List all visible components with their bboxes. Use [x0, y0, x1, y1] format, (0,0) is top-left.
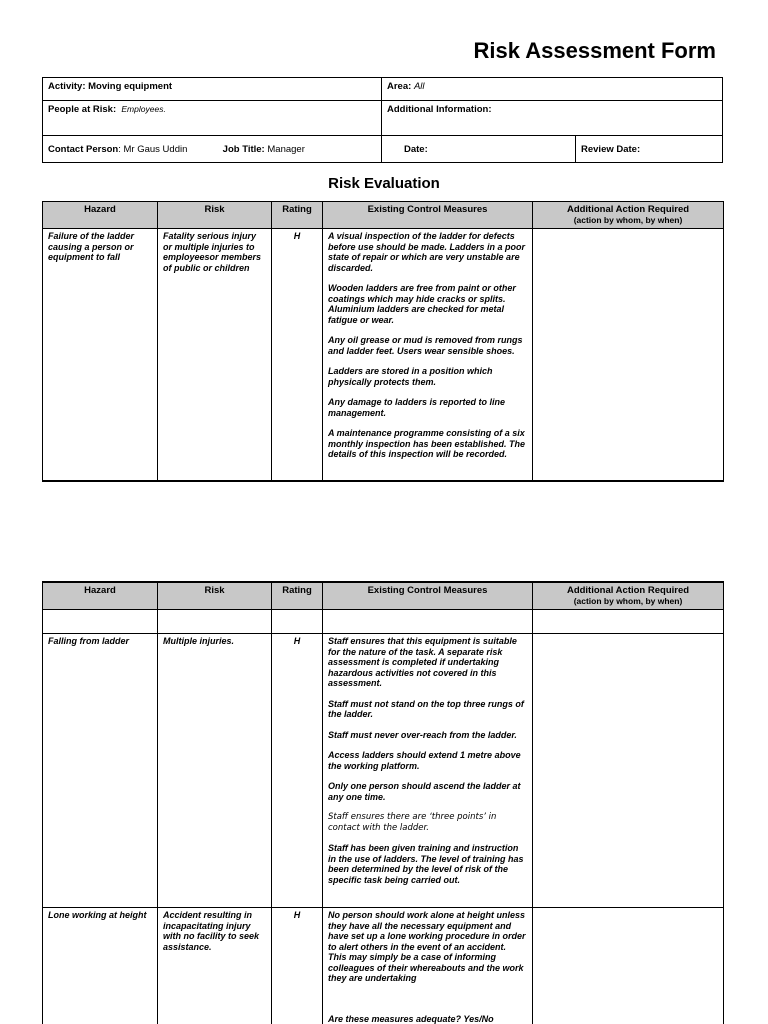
- section-title: Risk Evaluation: [328, 175, 440, 192]
- hazard-header: Hazard: [43, 202, 158, 229]
- additional-info-cell: Additional Information:: [382, 101, 723, 136]
- contact-cell: Contact Person: Mr Gaus Uddin Job Title: Manager: [43, 136, 382, 163]
- info-table: [42, 77, 723, 163]
- action-header: Additional Action Required (action by whom, by when): [533, 582, 724, 610]
- controls-cell: Staff ensures that this equipment is suitable for the nature of the task. A separate risk assessment is completed if undertaking hazardous activities not covered in this assessment. Staff must not stand on the top three rungs of the ladder. Staff must never over-reach from the ladder. Access ladders should extend 1 metre above the working platform. Only one person should ascend the ladder at any one time. Staff ensures there are ‘three points’ in contact with the ladder. Staff has been given training and instruction in the use of ladders. The level of training has been determined by the level of risk of the specific task being carried out.: [323, 634, 533, 908]
- rating-cell: H: [272, 229, 323, 481]
- risk-table-2-clip: [0, 580, 768, 1024]
- controls-header: Existing Control Measures: [323, 202, 533, 229]
- controls-cell: A visual inspection of the ladder for defects before use should be made. Ladders in a poor state of repair or which are very unstable are discarded. Wooden ladders are free from paint or other coatings which may hide cracks or splits. Aluminium ladders are checked for metal fatigue or wear. Any oil grease or mud is removed from rungs and ladder feet. Users wear sensible shoes. Ladders are stored in a position which physically protects them. Any damage to ladders is reported to line management. A maintenance programme consisting of a six monthly inspection has been established. The details of this inspection will be recorded.: [323, 229, 533, 481]
- rating-header: Rating: [272, 582, 323, 610]
- review-date-cell: Review Date:: [576, 136, 723, 163]
- rating-cell: H: [272, 908, 323, 1024]
- form-title: Risk Assessment Form: [473, 38, 716, 63]
- hazard-cell: Falling from ladder: [43, 634, 158, 908]
- hazard-cell: Failure of the ladder causing a person or equipment to fall: [43, 229, 158, 481]
- area-cell: Area: All: [382, 78, 723, 101]
- rating-cell: H: [272, 634, 323, 908]
- action-cell: [533, 908, 724, 1024]
- risk-cell: Accident resulting in incapacitating injury with no facility to seek assistance.: [158, 908, 272, 1024]
- date-cell: Date:: [382, 136, 576, 163]
- controls-cell: No person should work alone at height unless they have all the necessary equipment and have set up a lone working procedure in order to alert others in the event of an accident. This may simply be a case of informing colleagues of their whereabouts and the work they are undertaking Are these measures adequate? Yes/No: [323, 908, 533, 1024]
- action-cell: [533, 634, 724, 908]
- empty-row: [43, 610, 724, 634]
- action-header: Additional Action Required (action by whom, by when): [533, 202, 724, 229]
- table-row: [43, 908, 724, 1024]
- action-cell: [533, 229, 724, 481]
- hazard-cell: Lone working at height: [43, 908, 158, 1024]
- rating-header: Rating: [272, 202, 323, 229]
- controls-header: Existing Control Measures: [323, 582, 533, 610]
- risk-header: Risk: [158, 582, 272, 610]
- risk-table-2: [42, 581, 724, 1024]
- risk-cell: Fatality serious injury or multiple injuries to employeesor members of public or children: [158, 229, 272, 481]
- risk-header: Risk: [158, 202, 272, 229]
- people-at-risk-cell: People at Risk: Employees.: [43, 101, 382, 136]
- risk-cell: Multiple injuries.: [158, 634, 272, 908]
- table-row: [43, 634, 724, 908]
- risk-table-1: [42, 201, 724, 482]
- activity-cell: Activity: Moving equipment: [43, 78, 382, 101]
- hazard-header: Hazard: [43, 582, 158, 610]
